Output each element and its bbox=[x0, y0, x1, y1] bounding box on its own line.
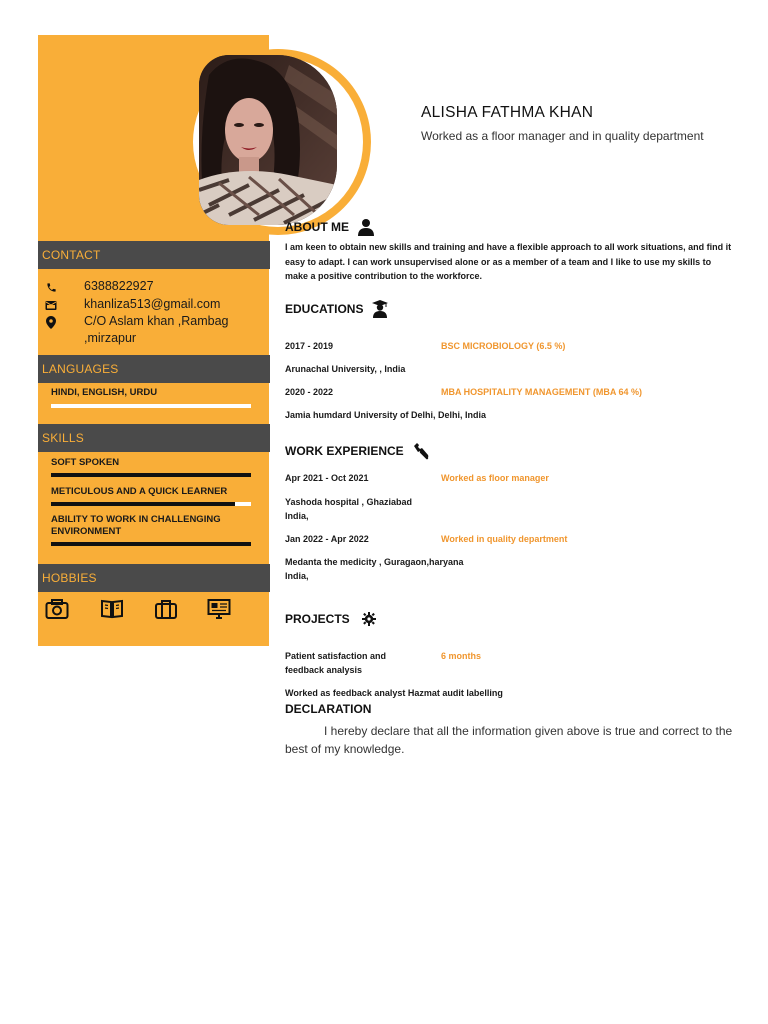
language-level-bar bbox=[51, 404, 251, 408]
project-duration: 6 months bbox=[441, 651, 482, 661]
skill-level-fill bbox=[51, 542, 251, 546]
declaration-text: I hereby declare that all the information given above is true and correct to the best of my knowledge. bbox=[285, 724, 733, 756]
briefcase-icon bbox=[154, 598, 178, 620]
languages-header: LANGUAGES bbox=[38, 355, 270, 383]
skill-level-bar bbox=[51, 542, 251, 546]
education-institution: Jamia humdard University of Delhi, Delhi, India bbox=[285, 410, 487, 420]
about-section-title bbox=[285, 218, 375, 236]
experience-title: WORK EXPERIENCE bbox=[285, 444, 404, 458]
skills-header: SKILLS bbox=[38, 424, 270, 452]
education-title: EDUCATIONS bbox=[285, 302, 364, 316]
skill-item-label: ABILITY TO WORK IN CHALLENGING ENVIRONMENT bbox=[51, 514, 221, 537]
language-level-fill bbox=[51, 404, 251, 408]
skill-item-label: METICULOUS AND A QUICK LEARNER bbox=[51, 486, 228, 497]
contact-phone-row bbox=[44, 278, 254, 295]
person-icon bbox=[357, 218, 375, 236]
experience-dates: Apr 2021 - Oct 2021 bbox=[285, 473, 369, 483]
language-item-label: HINDI, ENGLISH, URDU bbox=[51, 387, 158, 398]
experience-section-title bbox=[285, 442, 430, 460]
experience-place: Yashoda hospital , Ghaziabad India, bbox=[285, 497, 413, 521]
contact-email-row bbox=[44, 296, 254, 313]
location-pin-icon bbox=[44, 315, 58, 329]
declaration-section-title bbox=[285, 702, 371, 716]
education-degree: MBA HOSPITALITY MANAGEMENT (MBA 64 %) bbox=[441, 387, 643, 397]
candidate-subtitle: Worked as a floor manager and in quality department bbox=[421, 129, 704, 143]
declaration-title: DECLARATION bbox=[285, 702, 372, 716]
skill-level-fill bbox=[51, 473, 251, 477]
contact-email[interactable]: khanliza513@gmail.com bbox=[84, 297, 221, 311]
education-section-title bbox=[285, 300, 389, 318]
wrench-icon bbox=[412, 442, 430, 460]
education-years: 2017 - 2019 bbox=[285, 341, 334, 351]
skill-level-bar bbox=[51, 502, 251, 506]
contact-header: CONTACT bbox=[38, 241, 270, 269]
education-institution: Arunachal University, , India bbox=[285, 364, 406, 374]
graduate-icon bbox=[371, 300, 389, 318]
project-detail: Worked as feedback analyst Hazmat audit labelling bbox=[285, 688, 503, 698]
contact-address-row bbox=[44, 313, 254, 347]
camera-icon bbox=[45, 598, 69, 620]
phone-icon bbox=[44, 280, 58, 294]
projects-section-title bbox=[285, 612, 376, 626]
experience-role: Worked as floor manager bbox=[441, 473, 549, 483]
mail-icon bbox=[44, 298, 58, 312]
projects-title: PROJECTS bbox=[285, 612, 350, 626]
monitor-icon bbox=[207, 598, 231, 620]
education-degree: BSC MICROBIOLOGY (6.5 %) bbox=[441, 341, 566, 351]
education-years: 2020 - 2022 bbox=[285, 387, 334, 397]
project-name: Patient satisfaction and feedback analysis bbox=[285, 651, 387, 675]
profile-photo bbox=[199, 55, 337, 225]
contact-phone[interactable]: 6388822927 bbox=[84, 279, 154, 293]
contact-address: C/O Aslam khan ,Rambag ,mirzapur bbox=[84, 314, 229, 345]
book-icon bbox=[100, 598, 124, 620]
gear-icon bbox=[362, 612, 376, 626]
about-title: ABOUT ME bbox=[285, 220, 349, 234]
skill-level-bar bbox=[51, 473, 251, 477]
experience-dates: Jan 2022 - Apr 2022 bbox=[285, 534, 369, 544]
about-text: I am keen to obtain new skills and training and have a flexible approach to all work situations, and find it easy to adapt. I can work unsupervised alone or as a member of a team and I like to use my skills to make a positive contribution to the workforce. bbox=[285, 242, 732, 281]
candidate-name: ALISHA FATHMA KHAN bbox=[421, 104, 594, 121]
experience-place: Medanta the medicity , Guragaon,haryana India, bbox=[285, 557, 464, 581]
skill-level-fill bbox=[51, 502, 235, 506]
experience-role: Worked in quality department bbox=[441, 534, 568, 544]
skill-item-label: SOFT SPOKEN bbox=[51, 457, 120, 468]
hobbies-header: HOBBIES bbox=[38, 564, 270, 592]
